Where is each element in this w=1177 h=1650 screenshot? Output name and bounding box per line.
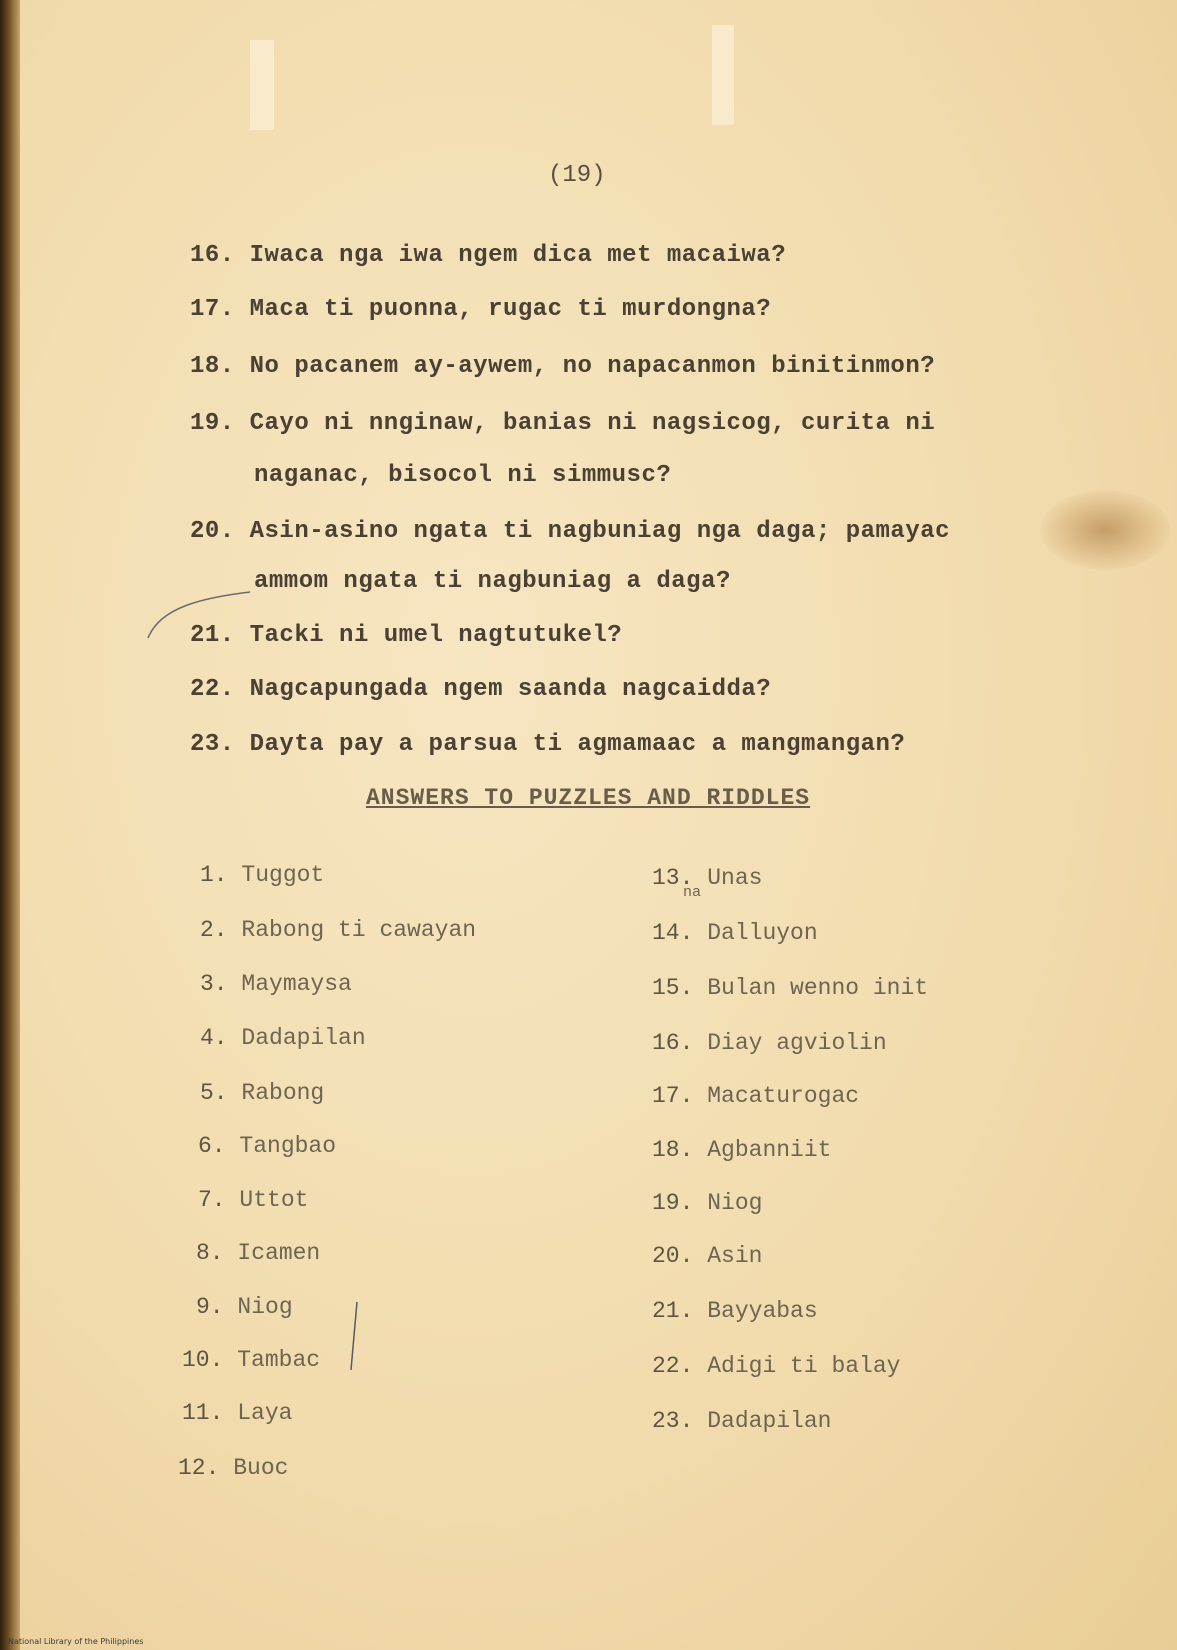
- answer-text: Niog: [707, 1190, 763, 1216]
- scan-footer: National Library of the Philippines: [8, 1637, 144, 1646]
- answer-item: [178, 1455, 288, 1481]
- answer-text: Tuggot: [241, 862, 325, 888]
- page-number: (19): [548, 162, 606, 189]
- answer-number: 16.: [652, 1030, 694, 1056]
- answer-text: Rabong: [241, 1080, 325, 1106]
- riddle-number: 22.: [190, 676, 235, 703]
- answer-item: [200, 971, 352, 997]
- answer-text: Laya: [237, 1400, 293, 1426]
- riddle-line: [190, 353, 935, 380]
- answer-number: 6.: [198, 1133, 226, 1159]
- answer-number: 20.: [652, 1243, 694, 1269]
- answer-text: Uttot: [239, 1187, 309, 1213]
- answer-item: [182, 1347, 320, 1373]
- answers-heading: ANSWERS TO PUZZLES AND RIDDLES: [366, 785, 811, 811]
- answer-number: 9.: [196, 1294, 224, 1320]
- handwritten-insert: na: [683, 884, 702, 901]
- answer-item: [652, 1408, 831, 1434]
- answer-item: [652, 1083, 859, 1109]
- answer-number: 1.: [200, 862, 228, 888]
- answer-number: 4.: [200, 1025, 228, 1051]
- answer-number: 7.: [198, 1187, 226, 1213]
- answer-item: [198, 1133, 336, 1159]
- answer-number: 5.: [200, 1080, 228, 1106]
- riddle-line: [254, 568, 731, 595]
- answer-text: Rabong ti cawayan: [241, 917, 477, 943]
- answer-text: Tambac: [237, 1347, 321, 1373]
- answer-text: Dadapilan: [707, 1408, 832, 1434]
- riddle-line: [190, 731, 905, 758]
- answer-number: 14.: [652, 920, 694, 946]
- answer-item: [652, 1243, 762, 1269]
- answer-number: 17.: [652, 1083, 694, 1109]
- answer-item: [652, 1030, 887, 1056]
- answer-text: Diay agviolin: [707, 1030, 887, 1056]
- pencil-stroke: [345, 1300, 365, 1375]
- riddle-number: 16.: [190, 242, 235, 269]
- tape-mark: [712, 25, 734, 125]
- answer-number: 13.: [652, 865, 694, 891]
- answer-number: 22.: [652, 1353, 694, 1379]
- answer-item: [652, 1298, 818, 1324]
- riddle-number: 20.: [190, 518, 235, 545]
- riddle-text: Nagcapungada ngem saanda nagcaidda?: [249, 676, 772, 703]
- answer-text: Maymaysa: [241, 971, 352, 997]
- answer-item: [200, 1025, 366, 1051]
- tape-mark: [250, 40, 274, 130]
- answer-item: [652, 975, 928, 1001]
- answer-number: 10.: [182, 1347, 224, 1373]
- answer-item: [198, 1187, 308, 1213]
- answer-item: [652, 1137, 831, 1163]
- riddle-line: [190, 676, 771, 703]
- answer-text: Bulan wenno init: [707, 975, 929, 1001]
- riddle-line: [190, 242, 786, 269]
- answer-text: Bayyabas: [707, 1298, 818, 1324]
- answer-text: Agbanniit: [707, 1137, 832, 1163]
- answer-text: Unas: [707, 865, 763, 891]
- answer-item: [652, 920, 818, 946]
- answer-item: [200, 1080, 324, 1106]
- water-stain: [1040, 490, 1170, 570]
- riddle-line: [254, 462, 671, 489]
- answer-item: [652, 865, 762, 891]
- riddle-text: Iwaca nga iwa ngem dica met macaiwa?: [249, 242, 787, 269]
- answer-number: 2.: [200, 917, 228, 943]
- pencil-stroke: [140, 588, 260, 658]
- riddle-text: Tacki ni umel nagtutukel?: [249, 622, 623, 649]
- riddle-text: Maca ti puonna, rugac ti murdongna?: [249, 296, 772, 323]
- answer-item: [196, 1240, 320, 1266]
- answer-item: [182, 1400, 292, 1426]
- answer-item: [652, 1353, 900, 1379]
- riddle-text: Dayta pay a parsua ti agmamaac a mangmangan?: [249, 731, 906, 758]
- answer-text: Buoc: [233, 1455, 289, 1481]
- answer-item: [200, 917, 476, 943]
- answer-number: 19.: [652, 1190, 694, 1216]
- answer-number: 8.: [196, 1240, 224, 1266]
- answer-item: [196, 1294, 293, 1320]
- riddle-text: naganac, bisocol ni simmusc?: [254, 462, 672, 489]
- answer-number: 15.: [652, 975, 694, 1001]
- riddle-number: 21.: [190, 622, 235, 649]
- answer-number: 12.: [178, 1455, 220, 1481]
- riddle-text: Asin-asino ngata ti nagbuniag nga daga; pamayac: [249, 518, 951, 545]
- answer-text: Macaturogac: [707, 1083, 860, 1109]
- riddle-number: 17.: [190, 296, 235, 323]
- binding-edge: [0, 0, 20, 1650]
- answer-text: Dalluyon: [707, 920, 818, 946]
- riddle-text: No pacanem ay-aywem, no napacanmon binitinmon?: [249, 353, 936, 380]
- answer-text: Adigi ti balay: [707, 1353, 901, 1379]
- riddle-number: 23.: [190, 731, 235, 758]
- answer-text: Dadapilan: [241, 1025, 366, 1051]
- answer-number: 21.: [652, 1298, 694, 1324]
- riddle-text: ammom ngata ti nagbuniag a daga?: [254, 568, 731, 595]
- riddle-text: Cayo ni nnginaw, banias ni nagsicog, curita ni: [249, 410, 936, 437]
- riddle-number: 19.: [190, 410, 235, 437]
- answer-number: 3.: [200, 971, 228, 997]
- riddle-number: 18.: [190, 353, 235, 380]
- riddle-line: [190, 518, 950, 545]
- answer-text: Icamen: [237, 1240, 321, 1266]
- answer-number: 11.: [182, 1400, 224, 1426]
- riddle-line: [190, 410, 935, 437]
- answer-number: 23.: [652, 1408, 694, 1434]
- answer-text: Asin: [707, 1243, 763, 1269]
- riddle-line: [190, 296, 771, 323]
- answer-text: Tangbao: [239, 1133, 337, 1159]
- answer-item: [652, 1190, 762, 1216]
- answer-number: 18.: [652, 1137, 694, 1163]
- answer-item: [200, 862, 324, 888]
- answer-text: Niog: [237, 1294, 293, 1320]
